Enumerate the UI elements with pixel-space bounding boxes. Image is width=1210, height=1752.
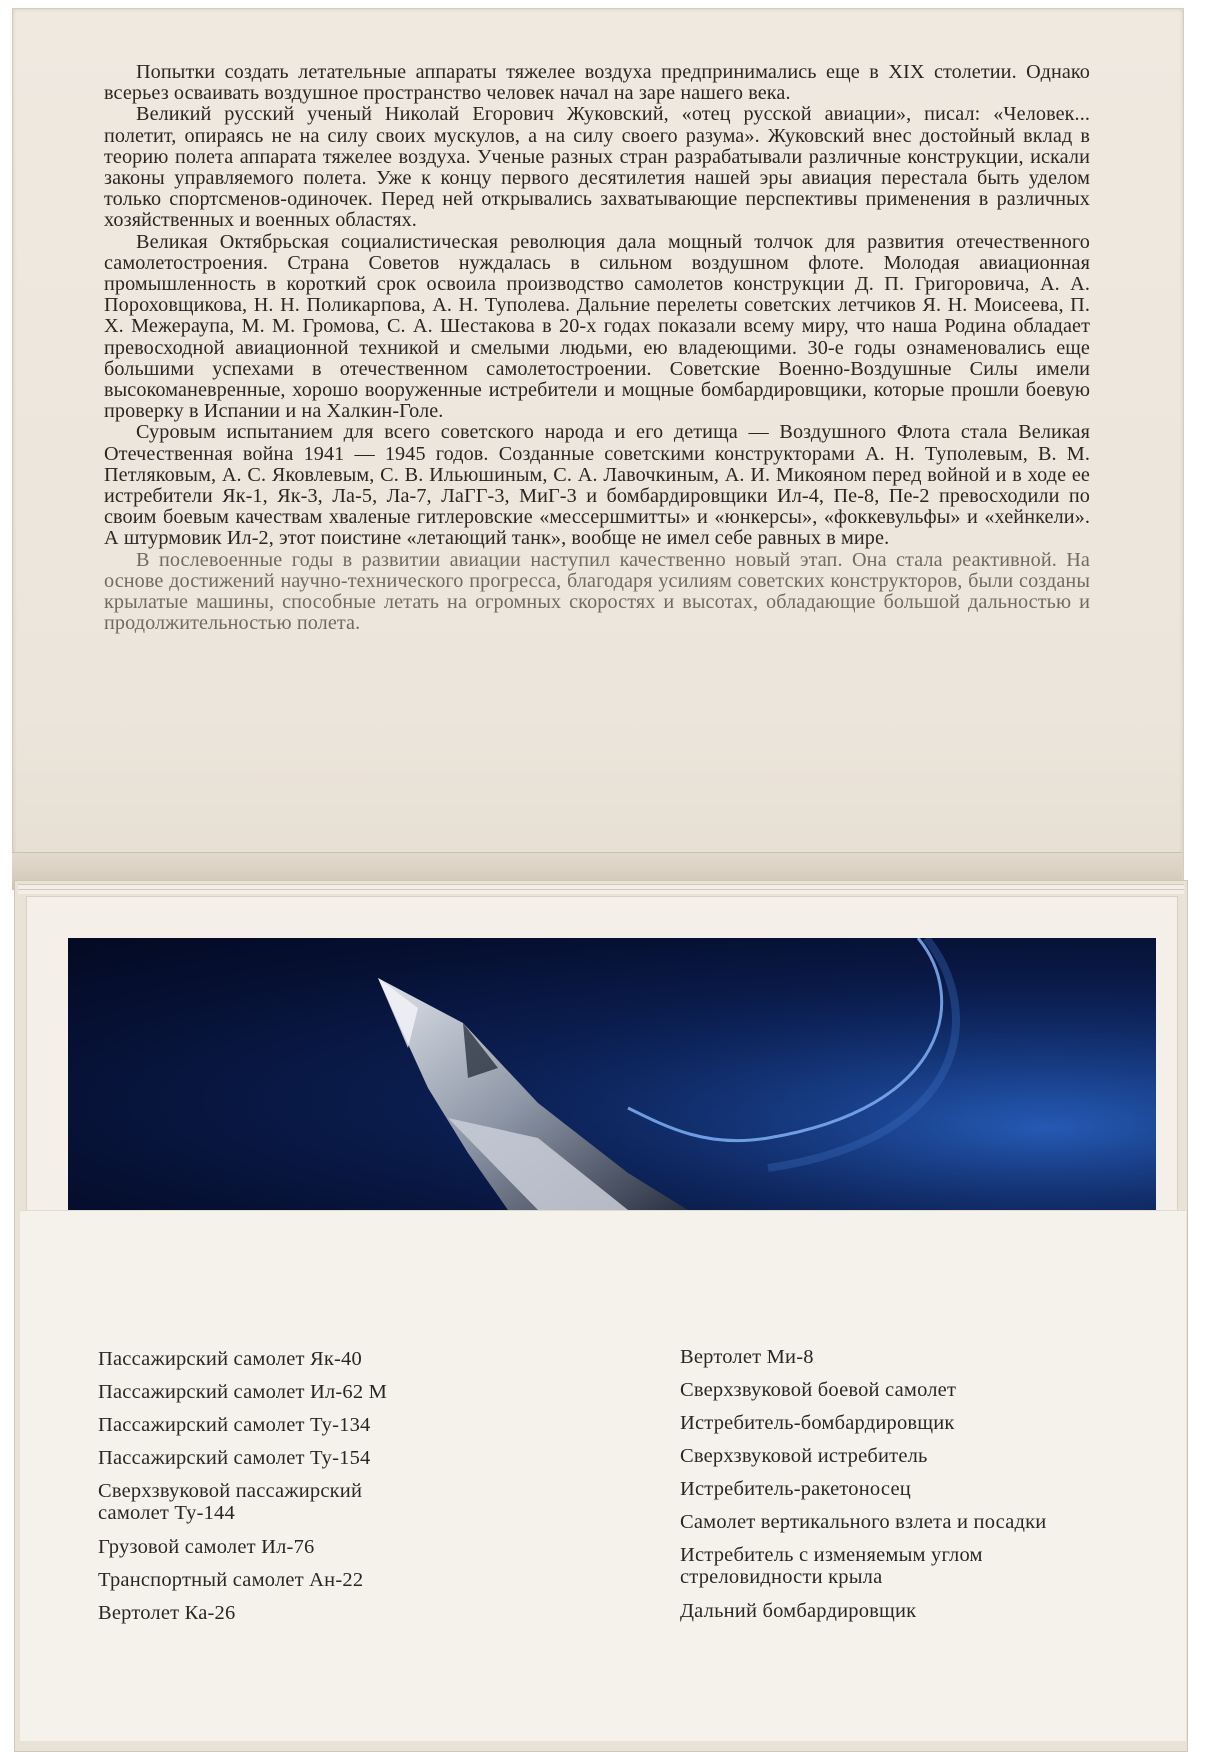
list-item-line: Пассажирский самолет Як-40 bbox=[98, 1348, 362, 1370]
list-item-line: самолет Ту-144 bbox=[98, 1502, 235, 1524]
list-item-line: Самолет вертикального взлета и посадки bbox=[680, 1511, 1047, 1533]
intro-paragraph: Великий русский ученый Николай Егорович Жуковский, «отец русской авиации», писал: «Человек... полетит, опираясь не на силу своих мускулов, а на силу своего разума». Жуковский внес достойный вклад в теорию полета аппарата тяжелее воздуха. Ученые разных стран разрабатывали различные конструкции, искали законы управляемого полета. Уже к концу первого десятилетия нашей эры авиация перестала быть уделом только спортсменов-одиночек. Перед ней открывались захватывающие перспективы применения в различных хозяйственных и военных областях. bbox=[104, 103, 1090, 232]
list-item bbox=[680, 1600, 1160, 1633]
list-item-line: Пассажирский самолет Ту-154 bbox=[98, 1447, 371, 1469]
list-item-line: Пассажирский самолет Ту-134 bbox=[98, 1414, 371, 1436]
list-item-line: Сверхзвуковой боевой самолет bbox=[680, 1379, 957, 1401]
list-item-line: Транспортный самолет Ан-22 bbox=[98, 1569, 364, 1591]
contents-list-right bbox=[680, 1346, 1160, 1633]
contents-list-left bbox=[98, 1348, 618, 1635]
list-item-line: Истребитель-ракетоносец bbox=[680, 1478, 911, 1500]
list-item-line: стреловидности крыла bbox=[680, 1566, 883, 1588]
intro-text bbox=[104, 62, 1090, 634]
list-item bbox=[680, 1544, 1160, 1600]
aircraft-photo bbox=[68, 938, 1156, 1210]
list-item bbox=[98, 1381, 618, 1414]
list-item-line: Грузовой самолет Ил-76 bbox=[98, 1536, 315, 1558]
intro-paragraph: Попытки создать летательные аппараты тяжелее воздуха предпринимались еще в XIX столетии. Однако всерьез осваивать воздушное пространство человек начал на заре нашего века. bbox=[104, 61, 1090, 105]
list-item-line: Пассажирский самолет Ил-62 М bbox=[98, 1381, 388, 1403]
list-item bbox=[680, 1445, 1160, 1478]
list-item bbox=[98, 1536, 618, 1569]
list-item-line: Сверхзвуковой пассажирский bbox=[98, 1480, 363, 1502]
list-item bbox=[680, 1511, 1160, 1544]
list-item bbox=[98, 1480, 618, 1536]
list-item-line: Вертолет Ми-8 bbox=[680, 1346, 814, 1368]
card-edge bbox=[18, 889, 1184, 894]
intro-paragraph: В послевоенные годы в развитии авиации наступил качественно новый этап. Она стала реактивной. На основе достижений научно-технического прогресса, благодаря усилиям советских конструкторов, были созданы крылатые машины, способные летать на огромных скоростях и высотах, обладающие большой дальностью и продолжительностью полета. bbox=[104, 548, 1090, 635]
list-item bbox=[98, 1447, 618, 1480]
list-item bbox=[680, 1346, 1160, 1379]
intro-paragraph: Суровым испытанием для всего советского народа и его детища — Воздушного Флота стала Великая Отечественная война 1941 — 1945 годов. Созданные советскими конструкторами А. Н. Туполевым, В. М. Петляковым, А. С. Яковлевым, С. В. Ильюшиным, С. А. Лавочкиным, А. И. Микояном перед войной и в ходе ее истребители Як-1, Як-3, Ла-5, Ла-7, ЛаГГ-3, МиГ-3 и бомбардировщики Ил-4, Пе-8, Пе-2 превосходили по своим боевым качествам хваленые гитлеровские «мессершмитты» и «юнкерсы», «фоккевульфы» и «хейнкели». А штурмовик Ил-2, этот поистине «летающий танк», вообще не имел себе равных в мире. bbox=[104, 421, 1090, 550]
list-item bbox=[680, 1478, 1160, 1511]
list-item-line: Дальний бомбардировщик bbox=[680, 1600, 917, 1622]
list-item bbox=[680, 1379, 1160, 1412]
list-item-line: Сверхзвуковой истребитель bbox=[680, 1445, 928, 1467]
list-item bbox=[680, 1412, 1160, 1445]
list-item bbox=[98, 1414, 618, 1447]
list-item bbox=[98, 1348, 618, 1381]
list-item bbox=[98, 1602, 618, 1635]
list-item-line: Истребитель с изменяемым углом bbox=[680, 1544, 983, 1566]
supersonic-jet-in-stratosphere-icon bbox=[68, 938, 1156, 1210]
intro-paragraph: Великая Октябрьская социалистическая революция дала мощный толчок для развития отечественного самолетостроения. Страна Советов нуждалась в сильном воздушном флоте. Молодая авиационная промышленность в короткий срок освоила производство самолетов конструкции Д. П. Григоровича, А. А. Пороховщикова, Н. Н. Поликарпова, А. Н. Туполева. Дальние перелеты советских летчиков Я. Н. Моисеева, П. Х. Межераупа, М. М. Громова, С. А. Шестакова в 20-х годах показали всему миру, что наша Родина обладает превосходной авиационной техникой и смелыми людьми, ею владеющими. 30-е годы ознаменовались еще большими успехами в отечественном самолетостроении. Советские Военно-Воздушные Силы имели высокоманевренные, хорошо вооруженные истребители и мощные бомбардировщики, которые прошли боевую проверку в Испании и на Халкин-Голе. bbox=[104, 230, 1090, 423]
list-item bbox=[98, 1569, 618, 1602]
list-item-line: Вертолет Ка-26 bbox=[98, 1602, 236, 1624]
list-item-line: Истребитель-бомбардировщик bbox=[680, 1412, 955, 1434]
